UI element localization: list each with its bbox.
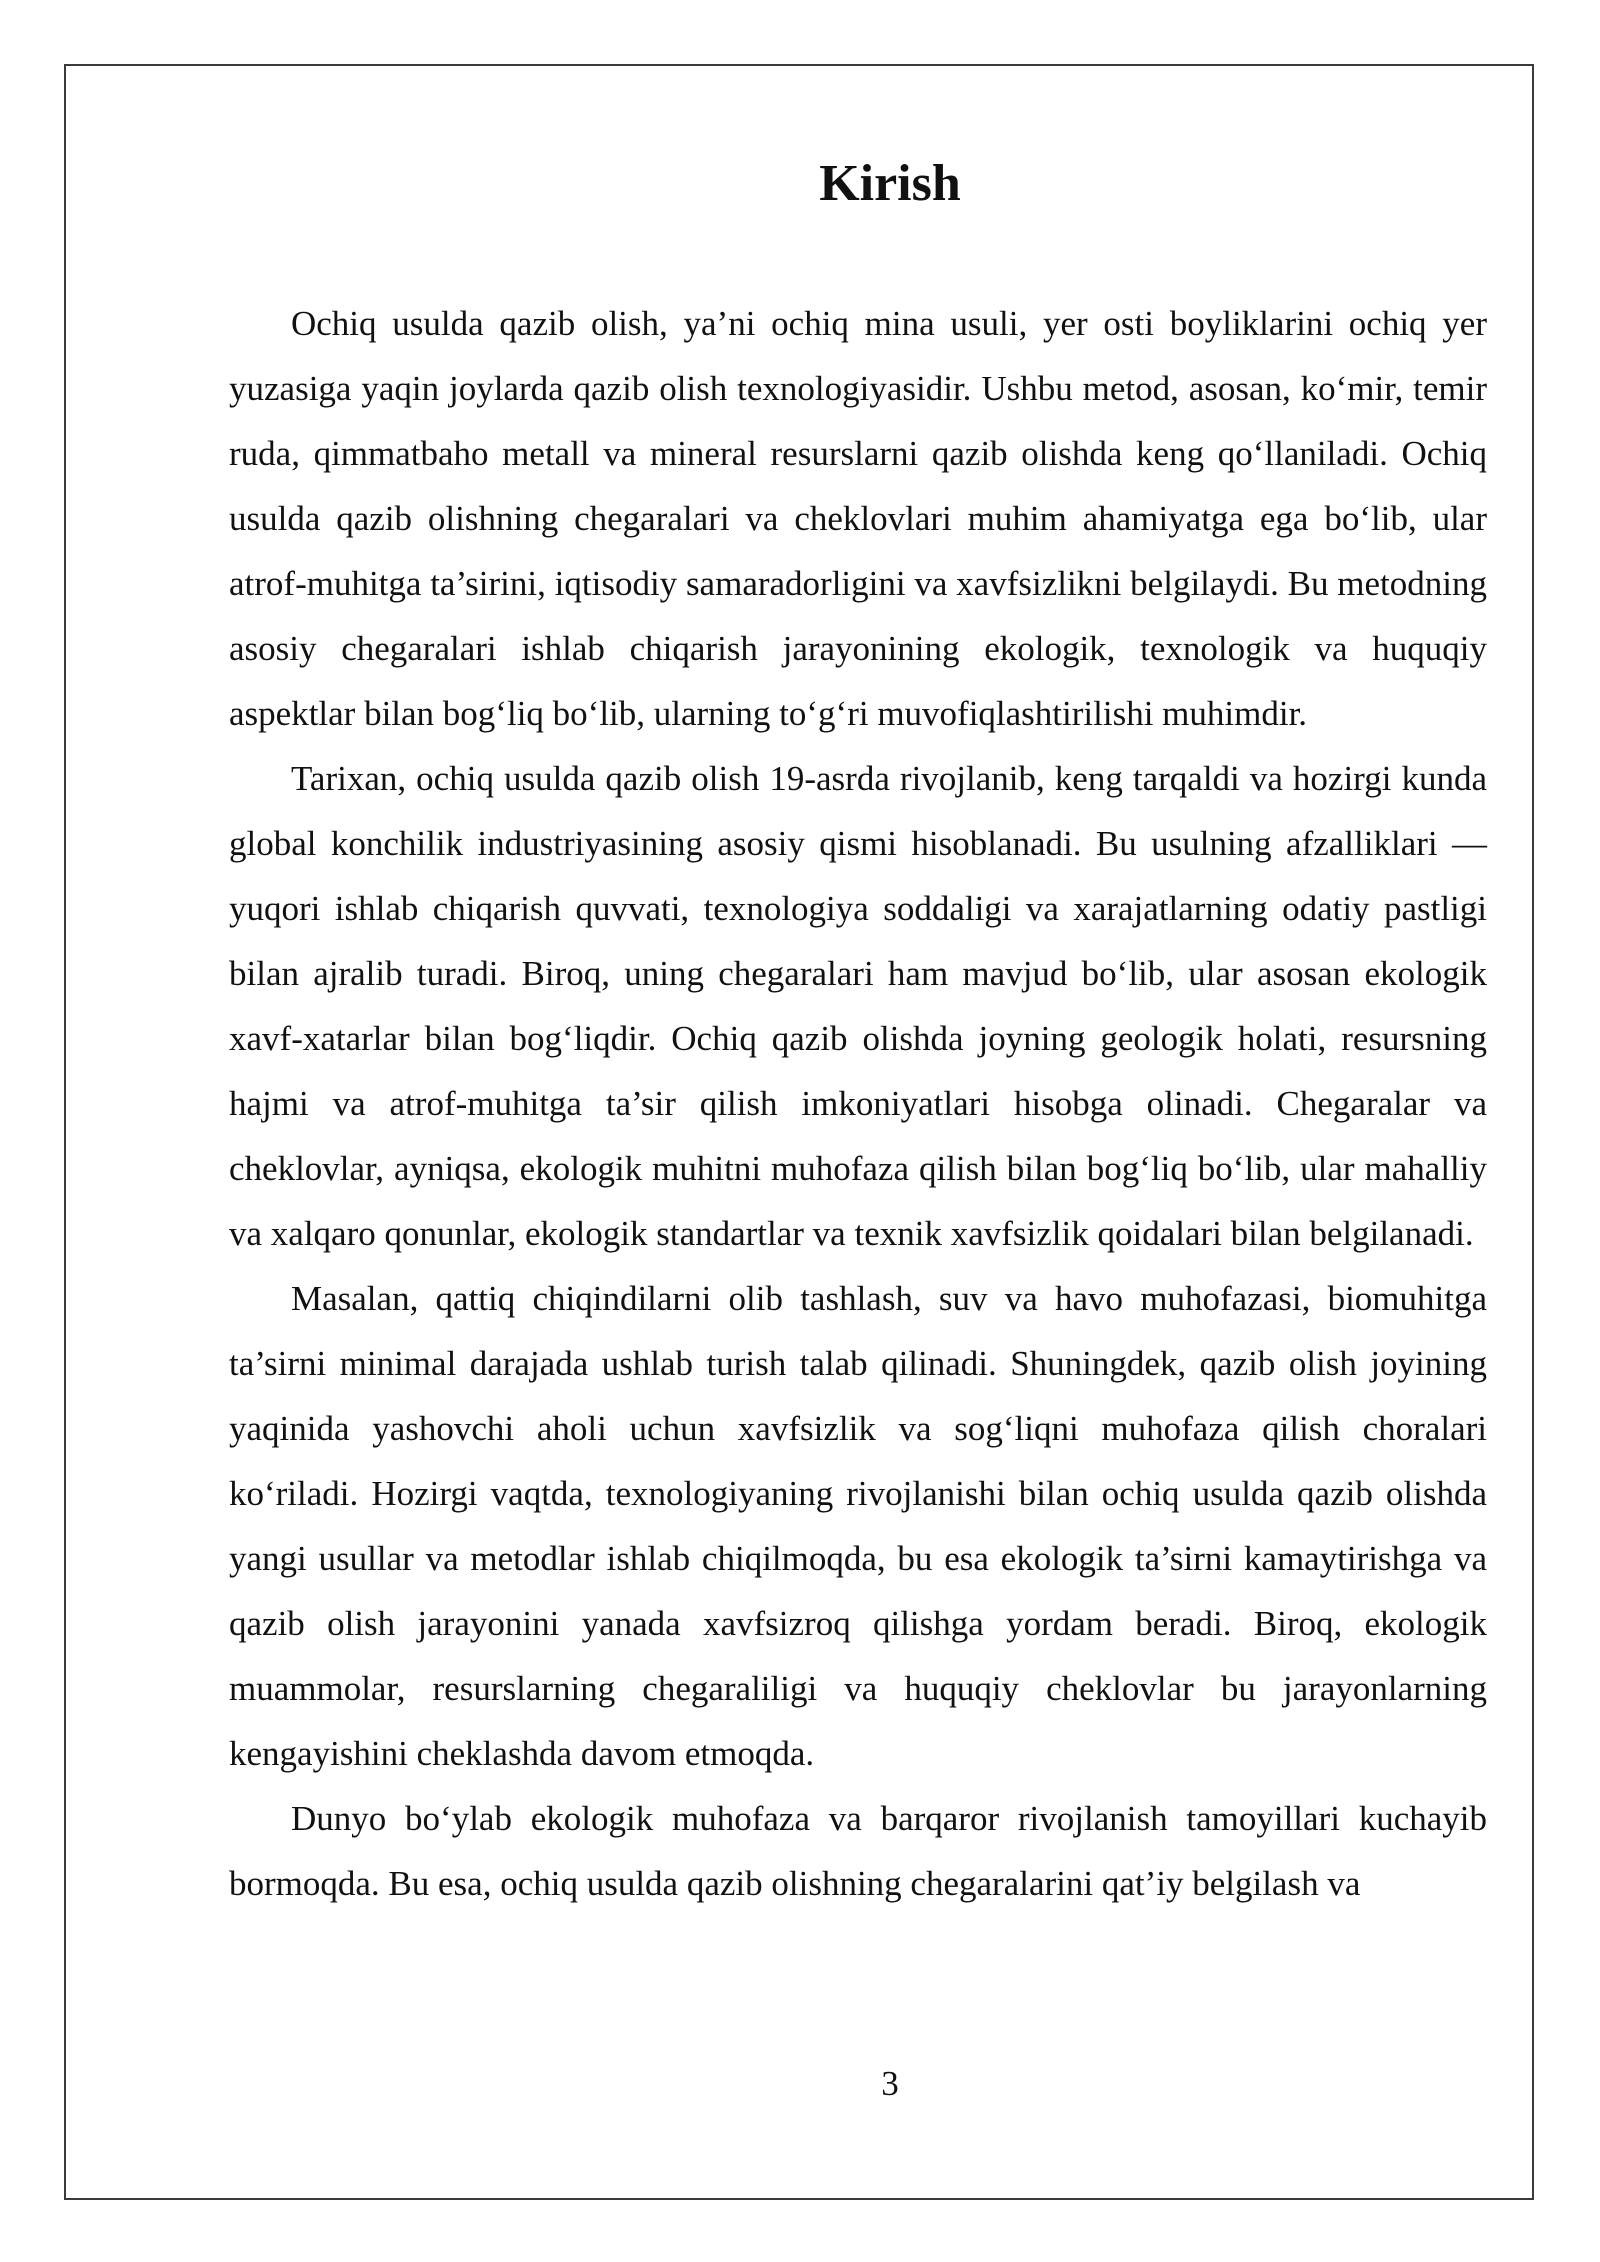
paragraph-3: Masalan, qattiq chiqindilarni olib tashlash, suv va havo muhofazasi, biomuhitga ta’sirni minimal darajada ushlab turish talab qilinadi. Shuningdek, qazib olish joyining yaqinida yashovchi aholi uchun xavfsizlik va sog‘liqni muhofaza qilish choralari ko‘riladi. Hozirgi vaqtda, texnologiyaning rivojlanishi bilan ochiq usulda qazib olishda yangi usullar va metodlar ishlab chiqilmoqda, bu esa ekologik ta’sirni kamaytirishga va qazib olish jarayonini yanada xavfsizroq qilishga yordam beradi. Biroq, ekologik muammolar, resurslarning chegaraliligi va huquqiy cheklovlar bu jarayonlarning kengayishini cheklashda davom etmoqda.	[229, 1279, 1487, 1773]
paragraph-2: Tarixan, ochiq usulda qazib olish 19-asrda rivojlanib, keng tarqaldi va hozirgi kunda global konchilik industriyasining asosiy qismi hisoblanadi. Bu usulning afzalliklari — yuqori ishlab chiqarish quvvati, texnologiya soddaligi va xarajatlarning odatiy pastligi bilan ajralib turadi. Biroq, uning chegaralari ham mavjud bo‘lib, ular asosan ekologik xavf-xatarlar bilan bog‘liqdir. Ochiq qazib olishda joyning geologik holati, resursning hajmi va atrof-muhitga ta’sir qilish imkoniyatlari hisobga olinadi. Chegaralar va cheklovlar, ayniqsa, ekologik muhitni muhofaza qilish bilan bog‘liq bo‘lib, ular mahalliy va xalqaro qonunlar, ekologik standartlar va texnik xavfsizlik qoidalari bilan belgilanadi.	[229, 759, 1487, 1253]
page-title: Kirish	[819, 155, 961, 212]
paragraph-4: Dunyo bo‘ylab ekologik muhofaza va barqaror rivojlanish tamoyillari kuchayib bormoqda. Bu esa, ochiq usulda qazib olishning chegaralarini qat’iy belgilash va	[229, 1799, 1487, 1903]
document-body	[229, 291, 1487, 1916]
page-number: 3	[881, 2064, 899, 2103]
paragraph-1: Ochiq usulda qazib olish, ya’ni ochiq mina usuli, yer osti boyliklarini ochiq yer yuzasiga yaqin joylarda qazib olish texnologiyasidir. Ushbu metod, asosan, ko‘mir, temir ruda, qimmatbaho metall va mineral resurslarni qazib olishda keng qo‘llaniladi. Ochiq usulda qazib olishning chegaralari va cheklovlari muhim ahamiyatga ega bo‘lib, ular atrof-muhitga ta’sirini, iqtisodiy samaradorligini va xavfsizlikni belgilaydi. Bu metodning asosiy chegaralari ishlab chiqarish jarayonining ekologik, texnologik va huquqiy aspektlar bilan bog‘liq bo‘lib, ularning to‘g‘ri muvofiqlashtirilishi muhimdir.	[229, 304, 1487, 733]
